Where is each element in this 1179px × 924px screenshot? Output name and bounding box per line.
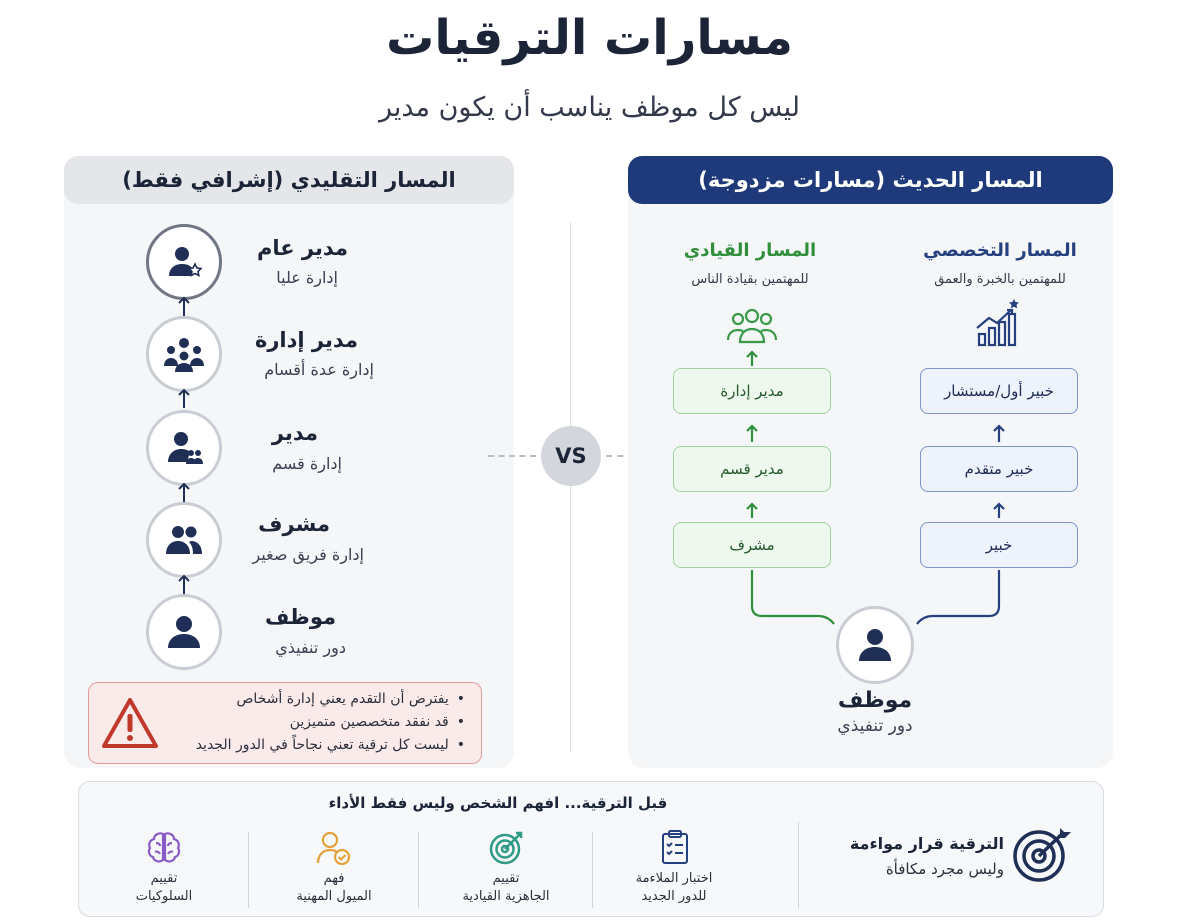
footer-main-line2: وليس مجرد مكافأة (885, 860, 1004, 878)
person-icon (164, 612, 204, 652)
modern-employee-subtitle: دور تنفيذي (837, 716, 913, 736)
person-icon (855, 625, 895, 665)
level-title: مدير (271, 421, 318, 445)
footer-item-line1: تقييم (492, 871, 520, 886)
target-arrow-icon (1012, 824, 1074, 884)
modern-header: المسار الحديث (مسارات مزدوجة) (628, 156, 1113, 204)
specialist-path-title: المسار التخصصي (923, 240, 1077, 261)
vs-dash-left (488, 455, 536, 457)
footer-divider (418, 832, 419, 908)
page-title: مسارات الترقيات (386, 10, 793, 66)
specialist-step-expert: خبير (920, 522, 1078, 568)
footer-item-label (598, 870, 750, 906)
warning-item: • يفترض أن التقدم يعني إدارة أشخاص (165, 688, 465, 711)
path-connectors (628, 340, 1113, 640)
warning-item: • ليست كل ترقية تعني نجاحاً في الدور الجديد (165, 734, 465, 757)
level-subtitle: إدارة فريق صغير (252, 545, 364, 564)
footer-item-label (88, 870, 240, 906)
footer-main-line1: الترقية قرار مواءمة (849, 834, 1004, 853)
clipboard-icon (660, 829, 690, 865)
footer-divider (592, 832, 593, 908)
footer-item-line2: الجاهزية القيادية (462, 889, 550, 904)
level-title: موظف (265, 605, 336, 629)
brain-icon (146, 830, 182, 866)
footer-item-label (256, 870, 412, 906)
footer-item-label (426, 870, 586, 906)
warning-list (165, 688, 465, 757)
modern-employee-title: موظف (837, 688, 913, 713)
page-subtitle: ليس كل موظف يناسب أن يكون مدير (378, 92, 801, 123)
modern-employee-circle (836, 606, 914, 684)
center-divider (570, 222, 571, 752)
level-subtitle: دور تنفيذي (275, 638, 346, 657)
level-subtitle: إدارة عليا (276, 268, 338, 287)
level-title: مشرف (258, 512, 330, 536)
person-star-icon (164, 242, 204, 282)
person-check-icon (316, 830, 352, 866)
level-title: مدير إدارة (254, 328, 358, 352)
level-subtitle: إدارة عدة أقسام (264, 360, 374, 379)
leadership-step-supervisor: مشرف (673, 522, 831, 568)
leadership-step-section-manager: مدير قسم (673, 446, 831, 492)
traditional-header: المسار التقليدي (إشرافي فقط) (64, 156, 514, 204)
warning-icon (101, 697, 159, 749)
warning-box (88, 682, 482, 764)
footer-item-line1: تقييم (150, 871, 178, 886)
vs-badge (541, 426, 601, 486)
specialist-step-senior-expert: خبير أول/مستشار (920, 368, 1078, 414)
leadership-path-subtitle: للمهتمين بقيادة الناس (691, 272, 809, 287)
footer-divider (798, 822, 799, 908)
footer-item-line2: السلوكيات (135, 889, 193, 904)
footer-divider (248, 832, 249, 908)
specialist-path-subtitle: للمهتمين بالخبرة والعمق (934, 272, 1066, 287)
leadership-path-title: المسار القيادي (683, 240, 817, 261)
footer-item-line1: اختبار الملاءمة (635, 871, 713, 886)
specialist-step-advanced-expert: خبير متقدم (920, 446, 1078, 492)
vs-label: VS (555, 444, 587, 468)
leadership-step-dept-manager: مدير إدارة (673, 368, 831, 414)
target-icon (489, 830, 525, 866)
level-title: مدير عام (256, 236, 348, 260)
level-subtitle: إدارة قسم (272, 454, 342, 473)
footer-item-line2: للدور الجديد (641, 889, 707, 904)
chain-arrows (174, 296, 194, 596)
footer-title: قبل الترقية... افهم الشخص وليس فقط الأداء (328, 794, 668, 812)
footer-item-line2: الميول المهنية (296, 889, 372, 904)
footer-item-line1: فهم (323, 871, 345, 886)
warning-item: • قد نفقد متخصصين متميزين (165, 711, 465, 734)
